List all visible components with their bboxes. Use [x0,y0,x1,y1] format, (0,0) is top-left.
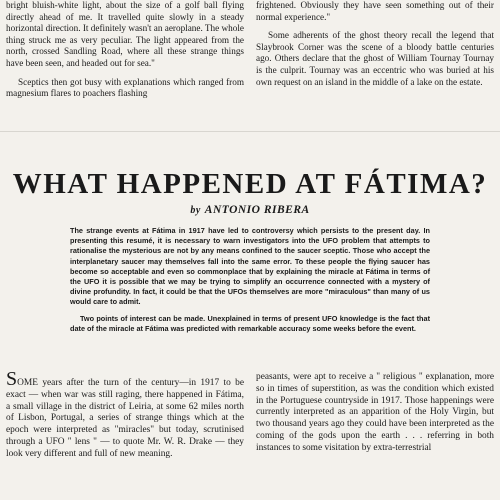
body-left-paragraph [6,368,244,461]
upper-left-paragraph-2: Sceptics then got busy with explanations which ranged from magnesium flares to poachers flashing [6,76,244,99]
upper-right-column [256,0,494,88]
article-title: WHAT HAPPENED AT FÁTIMA? [12,168,488,200]
upper-right-paragraph-1: frightened. Obviously they have seen something out of their normal experience." [256,0,494,22]
body-left-column [6,368,244,461]
body-right-column [256,372,494,455]
page-fold-line [0,131,500,132]
body-left-text: OME years after the turn of the century—in 1917 to be exact — when war was still raging, there happened in Fátima, a small village in the district of Leiria, at some 62 miles north of Lisbon, Portugal, a series of strange things which at the epoch were interpreted as "miracles" but today, scrutinised through a UFO " lens " — to quote Mr. W. R. Drake — they look very different and full of new meaning. [6,378,244,459]
article-byline [0,204,500,216]
body-right-paragraph: peasants, were apt to receive a " religious " explanation, more so in times of superstition, as was the condition which existed in the Portuguese countryside in 1917. Those happenings were currently interpreted as an apparition of the Holy Virgin, but two thousand years ago they could have been interpreted as the coming of the gods upon the earth . . . referring in both instances to some visitation by extra-terrestrial [256,372,494,453]
drop-cap: S [6,368,18,390]
author-name: ANTONIO RIBERA [204,204,310,216]
byline-prefix: by [190,205,201,216]
intro-paragraph-2: Two points of interest can be made. Unexplained in terms of present UFO knowledge is the fact that date of the miracle at Fátima was predicted with remarkable accuracy some weeks before the event. [70,313,430,333]
upper-left-paragraph-1: bright bluish-white light, about the size of a golf ball flying directly ahead of me. It travelled quite slowly in a steady horizontal direction. It definitely wasn't an aeroplane. The whole thing struck me as very peculiar. The light appeared from the north, crossed Sandling Road, where all these strange things have been seen, and headed out for sea." [6,0,244,68]
upper-left-column [6,0,244,100]
intro-paragraph-1: The strange events at Fátima in 1917 have led to controversy which persists to the present day. In presenting this resumé, it is necessary to warn investigators into the UFO problem that attempts to rationalise the mysterious are not by any means confined to the saucer sceptic. Those who accept the interplanetary saucer may themselves fall into the same error. To these people the flying saucer has become so acceptable and even so commonplace that by explaining the miracle at Fátima in terms of the UFO it is possible that we may be trying to simplify an occurrence connected with a mystery of divine profundity. In fact, it could be that the UFOs themselves are more "miraculous" than many of us would care to admit. [70,226,430,307]
upper-right-paragraph-2: Some adherents of the ghost theory recall the legend that Slaybrook Corner was the scene of a bloody battle centuries ago. Others declare that the ghost of William Tournay Tournay is the culprit. Tournay was an eccentric who was buried at his own request on an island in the middle of a lake on the estate. [256,30,494,87]
article-introduction [70,226,430,334]
